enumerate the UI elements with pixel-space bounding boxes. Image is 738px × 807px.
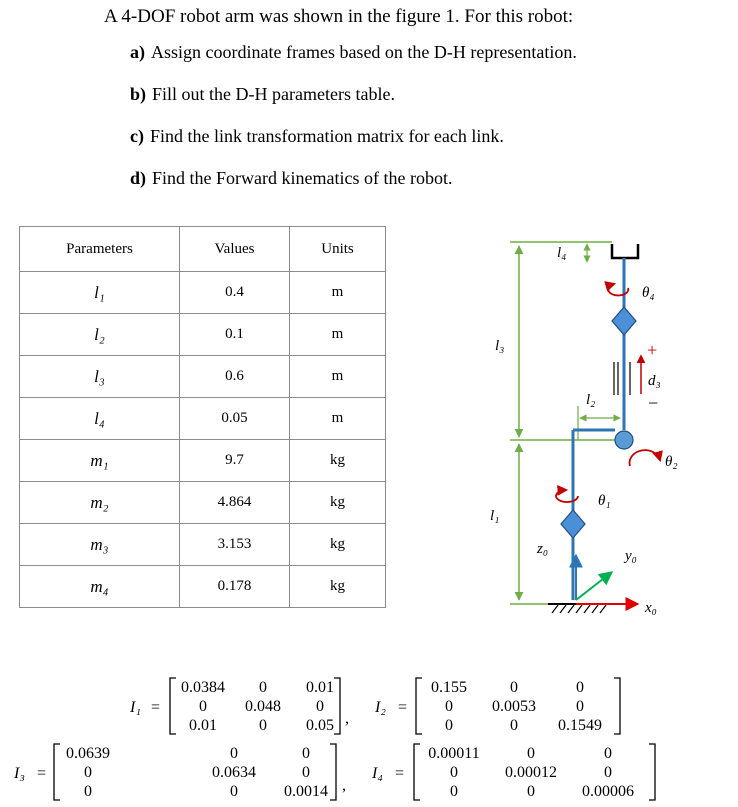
label-l3: l₃ — [495, 338, 505, 354]
matrix-cell: 0.048 — [245, 698, 281, 715]
matrix-cell: 0 — [510, 717, 518, 734]
matrix-label: I₃ — [14, 765, 25, 782]
matrix-cell: 0.01 — [306, 679, 334, 696]
svg-text:=: = — [395, 765, 405, 782]
matrix-cell: 0.00006 — [582, 783, 634, 800]
matrix-I2 — [374, 678, 620, 734]
matrix-cell: 0 — [445, 698, 453, 715]
matrix-cell: 0 — [316, 698, 324, 715]
value-cell: 4.864 — [180, 482, 290, 524]
matrix-I4 — [371, 744, 655, 800]
matrix-cell: 0.155 — [431, 679, 467, 696]
matrix-label: I₁ — [130, 699, 141, 716]
param-cell: l₁ — [20, 272, 180, 314]
matrix-comma: , — [345, 710, 349, 727]
unit-cell: m — [290, 398, 386, 440]
matrix-comma: , — [342, 777, 346, 794]
label-theta4: θ₄ — [642, 285, 655, 301]
unit-cell: kg — [290, 482, 386, 524]
matrix-cell: 0.0639 — [66, 745, 110, 762]
label-z0: z₀ — [537, 541, 549, 557]
matrix-cell: 0 — [527, 745, 535, 762]
matrix-I1 — [129, 678, 349, 734]
matrix-cell: 0.00012 — [505, 764, 557, 781]
task-d: d) Find the Forward kinematics of the robot. — [130, 168, 453, 188]
matrix-cell: 0 — [84, 783, 92, 800]
matrix-I3 — [13, 744, 346, 800]
label-theta1: θ₁ — [598, 493, 611, 509]
header-units: Units — [290, 227, 386, 272]
value-cell: 0.6 — [180, 356, 290, 398]
value-cell: 0.4 — [180, 272, 290, 314]
matrix-cell: 0 — [450, 764, 458, 781]
unit-cell: kg — [290, 524, 386, 566]
param-cell: m₃ — [20, 524, 180, 566]
label-plus: + — [647, 340, 658, 360]
matrix-cell: 0.1549 — [558, 717, 602, 734]
matrix-cell: 0 — [527, 783, 535, 800]
task-b: b) Fill out the D-H parameters table. — [130, 84, 395, 104]
matrix-cell: 0.05 — [306, 717, 334, 734]
svg-text:=: = — [151, 699, 161, 716]
matrix-cell: 0 — [230, 783, 238, 800]
matrix-cell: 0 — [199, 698, 207, 715]
label-l1: l₁ — [490, 508, 500, 524]
param-cell: l₄ — [20, 398, 180, 440]
svg-text:=: = — [37, 765, 47, 782]
matrix-cell: 0 — [302, 745, 310, 762]
matrix-cell: 0.0384 — [181, 679, 225, 696]
label-x0: x₀ — [645, 600, 657, 616]
value-cell: 3.153 — [180, 524, 290, 566]
matrix-cell: 0 — [450, 783, 458, 800]
value-cell: 0.1 — [180, 314, 290, 356]
matrix-cell: 0.0014 — [284, 783, 328, 800]
unit-cell: kg — [290, 566, 386, 608]
unit-cell: m — [290, 272, 386, 314]
problem-intro: A 4-DOF robot arm was shown in the figure 1. For this robot: — [104, 6, 574, 27]
matrix-cell: 0.00011 — [428, 745, 480, 762]
matrix-cell: 0 — [604, 745, 612, 762]
unit-cell: m — [290, 356, 386, 398]
unit-cell: m — [290, 314, 386, 356]
matrix-cell: 0 — [576, 698, 584, 715]
param-cell: l₂ — [20, 314, 180, 356]
matrix-label: I₂ — [375, 699, 386, 716]
matrix-cell: 0 — [445, 717, 453, 734]
matrix-cell: 0 — [230, 745, 238, 762]
task-a: a) Assign coordinate frames based on the D-H representation. — [130, 42, 577, 62]
label-minus: − — [648, 393, 659, 413]
label-theta2: θ₂ — [665, 454, 678, 470]
matrix-cell: 0 — [604, 764, 612, 781]
matrix-cell: 0 — [576, 679, 584, 696]
matrix-cell: 0.01 — [189, 717, 217, 734]
matrix-cell: 0 — [84, 764, 92, 781]
header-parameters: Parameters — [20, 227, 180, 272]
value-cell: 0.05 — [180, 398, 290, 440]
matrix-cell: 0 — [259, 717, 267, 734]
matrix-cell: 0.0634 — [212, 764, 256, 781]
param-cell: m₄ — [20, 566, 180, 608]
matrix-cell: 0 — [302, 764, 310, 781]
header-values: Values — [180, 227, 290, 272]
param-cell: l₃ — [20, 356, 180, 398]
unit-cell: kg — [290, 440, 386, 482]
value-cell: 9.7 — [180, 440, 290, 482]
value-cell: 0.178 — [180, 566, 290, 608]
task-c: c) Find the link transformation matrix for each link. — [130, 126, 504, 146]
param-cell: m₁ — [20, 440, 180, 482]
label-d3: d₃ — [648, 373, 661, 389]
matrix-cell: 0 — [510, 679, 518, 696]
matrix-cell: 0.0053 — [492, 698, 536, 715]
matrix-cell: 0 — [259, 679, 267, 696]
matrix-label: I₄ — [372, 765, 383, 782]
label-l4: l₄ — [557, 245, 567, 261]
param-cell: m₂ — [20, 482, 180, 524]
label-l2: l₂ — [586, 392, 596, 408]
label-y0: y₀ — [625, 548, 637, 564]
svg-text:=: = — [398, 699, 408, 716]
